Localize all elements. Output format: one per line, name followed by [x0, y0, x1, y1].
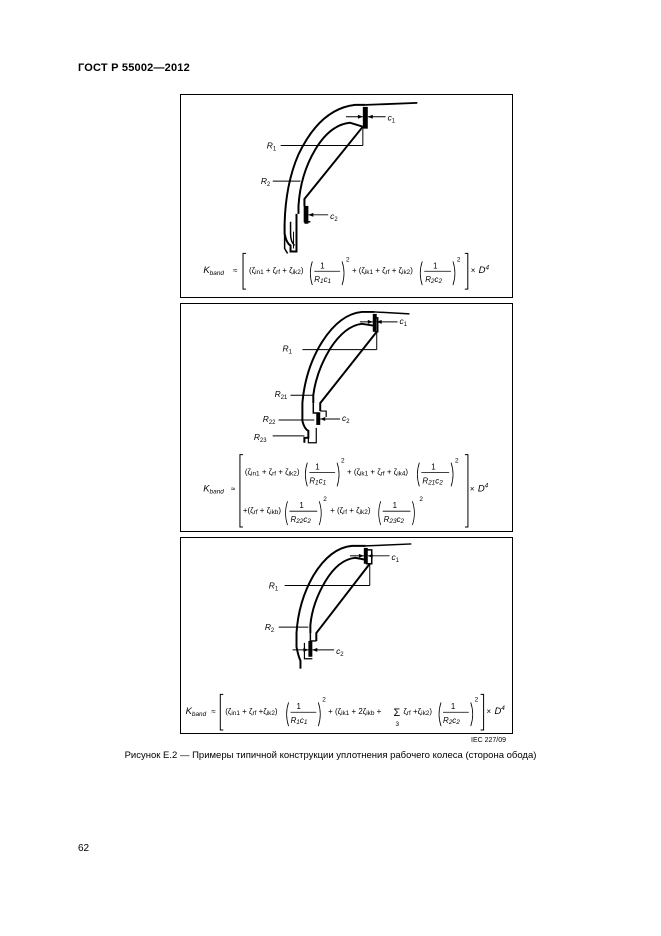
svg-text:1: 1 — [431, 462, 436, 472]
svg-text:1: 1 — [433, 261, 438, 271]
svg-text:1: 1 — [320, 261, 325, 271]
label-r2: $R_2$ — [260, 176, 271, 189]
svg-text:ζrf +ζik2): ζrf +ζik2) — [403, 707, 433, 718]
label-c1: $c_1$ — [399, 315, 408, 328]
figure-panel-3 — [180, 537, 513, 734]
svg-text:2: 2 — [456, 256, 461, 264]
svg-text:R23c2: R23c2 — [383, 515, 405, 526]
svg-text:R1c1: R1c1 — [309, 476, 327, 487]
label-r22: $R_{22}$ — [262, 413, 276, 426]
svg-text:2: 2 — [346, 256, 350, 264]
figure-panel-2 — [180, 303, 513, 532]
label-r1: $R_1$ — [282, 343, 292, 356]
label-c2: $c_2$ — [336, 645, 344, 658]
svg-text:Kband: $K_{band}$ — [185, 705, 207, 719]
label-r23: $R_{23}$ — [253, 431, 267, 444]
svg-text:×: × — [469, 484, 475, 494]
svg-text:×: × — [486, 707, 492, 717]
label-c2: $c_2$ — [342, 412, 350, 425]
svg-text:R1c1: R1c1 — [314, 275, 332, 286]
svg-text:D4: $D^4$ — [477, 482, 489, 494]
label-c1: $c_1$ — [387, 112, 396, 125]
svg-text:1: 1 — [315, 462, 320, 472]
svg-text:2: 2 — [474, 696, 479, 704]
document-header: ГОСТ Р 55002—2012 — [78, 62, 190, 74]
svg-text:R2c2: R2c2 — [443, 716, 460, 727]
svg-text:1: 1 — [392, 501, 398, 511]
figure-caption: Рисунок Е.2 — Примеры типичной конструкции уплотнения рабочего колеса (сторона обода) — [124, 750, 537, 761]
iec-reference: IEC 227/09 — [471, 737, 507, 744]
seal-drawing-1 — [181, 95, 512, 297]
label-r21: $R_{21}$ — [274, 389, 288, 402]
seal-drawing-2 — [181, 304, 512, 531]
svg-text:+ (ζik1 + ζrf + ζik2): + (ζik1 + ζrf + ζik2) — [351, 266, 413, 277]
svg-text:R22c2: R22c2 — [290, 515, 311, 526]
svg-text:3: 3 — [395, 721, 400, 729]
svg-text:D4: $D^4$ — [494, 705, 505, 717]
label-r1: $R_1$ — [268, 580, 279, 593]
svg-text:R1c1: R1c1 — [290, 716, 308, 727]
page-number: 62 — [78, 843, 90, 854]
label-r2: $R_2$ — [264, 622, 275, 635]
svg-text:Σ: Σ — [393, 707, 401, 720]
svg-text:R2c2: R2c2 — [425, 275, 443, 286]
figure-panel-1 — [180, 94, 513, 298]
svg-text:≈: ≈ — [211, 707, 216, 717]
svg-text:(ζin1 + ζrf + ζik2): (ζin1 + ζrf + ζik2) — [244, 467, 300, 478]
svg-text:(ζin1 + ζrf +ζik2): (ζin1 + ζrf +ζik2) — [225, 707, 278, 718]
label-c1: $c_1$ — [391, 551, 400, 564]
svg-text:R21c2: R21c2 — [422, 476, 443, 487]
formula-1 — [203, 253, 489, 289]
label-r1: $R_1$ — [266, 140, 277, 153]
svg-text:2: 2 — [322, 696, 326, 704]
svg-text:+ (ζik1 + ζrf + ζik4): + (ζik1 + ζrf + ζik4) — [346, 467, 409, 478]
svg-text:1: 1 — [296, 702, 301, 712]
svg-text:+ (ζik1 + 2ζikb +: + (ζik1 + 2ζikb + — [328, 707, 382, 718]
svg-text:2: 2 — [419, 496, 423, 504]
svg-text:2: 2 — [455, 457, 459, 465]
svg-text:D4: $D^4$ — [478, 264, 490, 276]
formula-3 — [186, 694, 506, 730]
svg-text:×: × — [470, 266, 476, 276]
svg-text:1: 1 — [450, 702, 456, 712]
svg-text:(ζin1 + ζrf + ζik2): (ζin1 + ζrf + ζik2) — [248, 266, 304, 277]
svg-text:≈: ≈ — [231, 484, 236, 494]
svg-text:2: 2 — [323, 496, 327, 504]
label-c2: $c_2$ — [330, 210, 338, 223]
svg-text:+ (ζrf + ζik2): + (ζrf + ζik2) — [330, 506, 371, 517]
svg-text:Kband: $K_{band}$ — [203, 264, 224, 278]
svg-text:2: 2 — [341, 457, 345, 465]
svg-text:Kband: $K_{band}$ — [203, 482, 224, 496]
svg-text:≈: ≈ — [233, 266, 238, 276]
svg-text:1: 1 — [299, 501, 304, 511]
formula-2 — [203, 455, 488, 527]
seal-drawing-3 — [181, 538, 512, 733]
svg-text:+(ζrf + ζikb): +(ζrf + ζikb) — [242, 506, 282, 517]
